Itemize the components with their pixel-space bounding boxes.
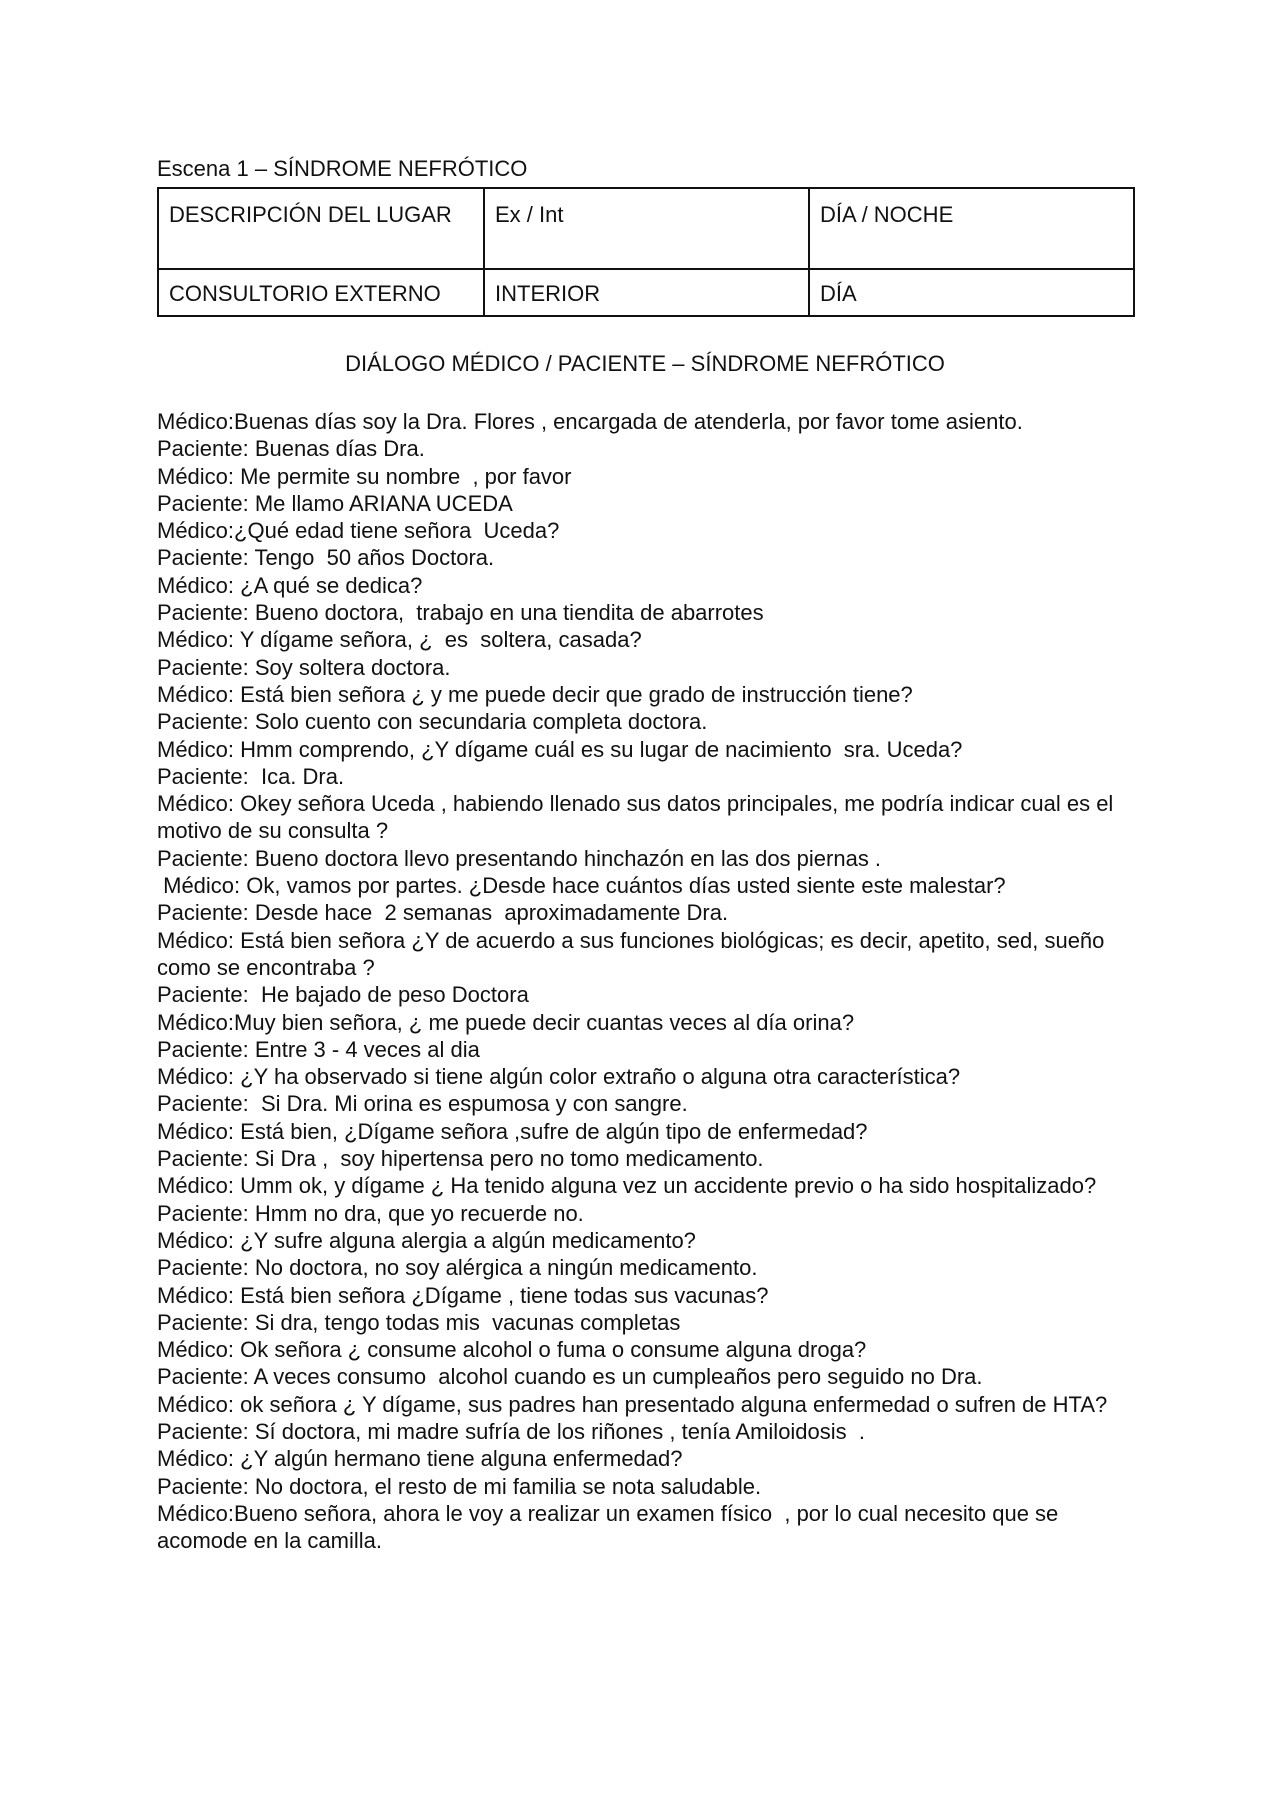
dialogue-line: Médico: Ok señora ¿ consume alcohol o fuma o consume alguna droga? (157, 1337, 867, 1363)
dialogue-line: Paciente: No doctora, no soy alérgica a ningún medicamento. (157, 1255, 758, 1281)
dialogue-line: Médico:Buenas días soy la Dra. Flores , encargada de atenderla, por favor tome asiento. (157, 409, 1023, 434)
dialogue-line: Paciente: Si Dra. Mi orina es espumosa y con sangre. (157, 1091, 688, 1117)
dialogue-line: Paciente: Si dra, tengo todas mis vacunas completas (157, 1309, 681, 1335)
dialogue-line: Paciente: Bueno doctora llevo presentando hinchazón en las dos piernas . (157, 845, 882, 871)
dialogue-line: Paciente: Entre 3 - 4 veces al dia (157, 1036, 480, 1062)
dialogue-line: Médico: Y dígame señora, ¿ es soltera, casada? (157, 627, 642, 653)
dialogue-line: Médico:Muy bien señora, ¿ me puede decir cuantas veces al día orina? (157, 1009, 855, 1035)
dialogue-line: Médico: Está bien, ¿Dígame señora ,sufre de algún tipo de enfermedad? (157, 1118, 868, 1144)
dialogue-line: Paciente: Tengo 50 años Doctora. (157, 545, 495, 571)
cell-ex-int: INTERIOR (484, 269, 809, 316)
cell-location: CONSULTORIO EXTERNO (158, 269, 484, 316)
dialogue-body (157, 408, 1147, 1554)
table-row (158, 269, 1134, 316)
dialogue-line: Médico: Umm ok, y dígame ¿ Ha tenido alguna vez un accidente previo o ha sido hospitalizado? (157, 1173, 1097, 1199)
scene-table (157, 187, 1135, 317)
cell-day-night: DÍA (809, 269, 1134, 316)
dialogue-line: Médico: ¿Y ha observado si tiene algún color extraño o alguna otra característica? (157, 1064, 961, 1090)
dialogue-title: DIÁLOGO MÉDICO / PACIENTE – SÍNDROME NEFRÓTICO (345, 351, 945, 376)
dialogue-line: Médico: ¿Y sufre alguna alergia a algún medicamento? (157, 1227, 696, 1253)
dialogue-line: Paciente: Desde hace 2 semanas aproximadamente Dra. (157, 900, 729, 926)
header-day-night: DÍA / NOCHE (809, 188, 1134, 269)
table-header-row (158, 188, 1134, 269)
scene-title: Escena 1 – SÍNDROME NEFRÓTICO (157, 156, 528, 181)
dialogue-line: Médico: Okey señora Uceda , habiendo llenado sus datos principales, me podría indicar cual es el motivo de su consulta ? (157, 791, 1120, 844)
dialogue-line: Paciente: Bueno doctora, trabajo en una tiendita de abarrotes (157, 600, 764, 626)
dialogue-line: Paciente: Si Dra , soy hipertensa pero no tomo medicamento. (157, 1146, 764, 1172)
dialogue-line: Médico:Bueno señora, ahora le voy a realizar un examen físico , por lo cual necesito que se acomode en la camilla. (157, 1500, 1065, 1554)
dialogue-line: Paciente: Ica. Dra. (157, 763, 345, 789)
header-ex-int: Ex / Int (484, 188, 809, 269)
dialogue-line: Médico: Ok, vamos por partes. ¿Desde hace cuántos días usted siente este malestar? (157, 873, 1006, 899)
dialogue-line: Paciente: Solo cuento con secundaria completa doctora. (157, 709, 708, 735)
dialogue-line: Paciente: A veces consumo alcohol cuando es un cumpleaños pero seguido no Dra. (157, 1364, 983, 1390)
dialogue-line: Paciente: Hmm no dra, que yo recuerde no. (157, 1200, 584, 1226)
header-location: DESCRIPCIÓN DEL LUGAR (158, 188, 484, 269)
dialogue-line: Paciente: Me llamo ARIANA UCEDA (157, 490, 513, 516)
dialogue-line: Médico: ¿Y algún hermano tiene alguna enfermedad? (157, 1446, 683, 1472)
dialogue-line: Paciente: Sí doctora, mi madre sufría de los riñones , tenía Amiloidosis . (157, 1418, 866, 1444)
dialogue-line: Paciente: Soy soltera doctora. (157, 654, 451, 680)
dialogue-line: Médico: Me permite su nombre , por favor (157, 463, 572, 489)
dialogue-line: Paciente: Buenas días Dra. (157, 436, 425, 462)
dialogue-line: Médico: Está bien señora ¿Y de acuerdo a sus funciones biológicas; es decir, apetito, sed, sueño como se encontraba ? (157, 927, 1111, 980)
dialogue-line: Médico: Hmm comprendo, ¿Y dígame cuál es su lugar de nacimiento sra. Uceda? (157, 736, 963, 762)
dialogue-line: Médico: Está bien señora ¿ y me puede decir que grado de instrucción tiene? (157, 681, 913, 707)
dialogue-line: Médico: ¿A qué se dedica? (157, 572, 423, 598)
dialogue-line: Paciente: No doctora, el resto de mi familia se nota saludable. (157, 1473, 762, 1499)
dialogue-line: Paciente: He bajado de peso Doctora (157, 982, 529, 1008)
dialogue-line: Médico:¿Qué edad tiene señora Uceda? (157, 518, 560, 544)
dialogue-line: Médico: ok señora ¿ Y dígame, sus padres han presentado alguna enfermedad o sufren de HTA? (157, 1391, 1108, 1417)
dialogue-line: Médico: Está bien señora ¿Dígame , tiene todas sus vacunas? (157, 1282, 769, 1308)
